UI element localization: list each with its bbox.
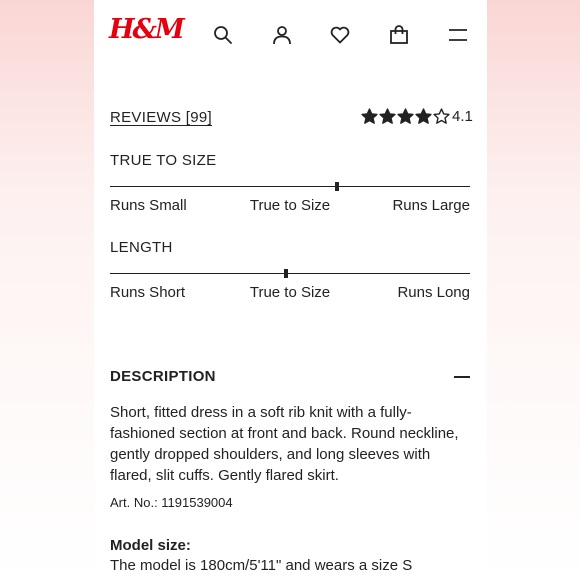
length-center-label: True to Size [249,284,331,301]
model-size-title: Model size: [110,537,191,554]
true-to-size-scale [110,186,470,187]
hm-logo[interactable]: H&M [109,14,183,45]
menu-icon[interactable] [445,22,471,48]
model-size-text: The model is 180cm/5'11" and wears a size S [110,557,413,574]
article-number: Art. No.: 1191539004 [110,495,233,510]
heart-icon[interactable] [327,22,353,48]
star-filled-icon [361,108,378,125]
description-heading[interactable]: DESCRIPTION [110,368,216,385]
rating-value: 4.1 [452,108,473,125]
user-icon[interactable] [269,22,295,48]
star-filled-icon [379,108,396,125]
runs-large-label: Runs Large [392,197,470,214]
length-marker [284,269,288,278]
true-to-size-center-label: True to Size [249,197,331,214]
description-text: Short, fitted dress in a soft rib knit with a fully-fashioned section at front and back. Round neckline, gently dropped shoulders, and long sleeves with flared, slit cuffs. Gently flared skirt. [110,404,459,484]
bag-icon[interactable] [386,22,412,48]
product-details-panel [94,0,487,580]
runs-long-label: Runs Long [397,284,470,301]
runs-short-label: Runs Short [110,284,186,301]
true-to-size-title: TRUE TO SIZE [110,152,217,169]
site-header [94,0,487,70]
length-title: LENGTH [110,239,173,256]
star-empty-icon [433,108,450,125]
reviews-link[interactable]: REVIEWS [99] [110,109,212,126]
collapse-description-button[interactable] [452,368,472,386]
star-filled-icon [415,108,432,125]
runs-small-label: Runs Small [110,197,187,214]
true-to-size-marker [335,182,339,191]
star-filled-icon [397,108,414,125]
search-icon[interactable] [210,22,236,48]
length-scale [110,273,470,274]
minus-icon [454,376,470,378]
rating-stars [361,108,450,125]
